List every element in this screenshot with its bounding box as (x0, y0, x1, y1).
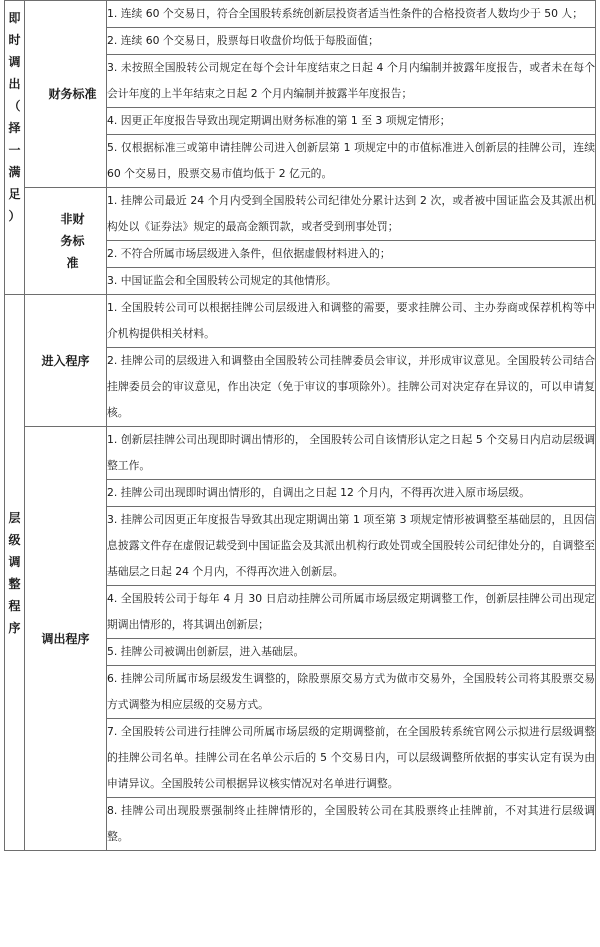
rules-table (4, 0, 596, 851)
immediate-exit-label: 即 时 调 出 （ 择 一 满 足 ） (5, 1, 25, 295)
list-item: 4. 全国股转公司于每年 4 月 30 日启动挂牌公司所属市场层级定期调整工作，创新层挂牌公司出现定期调出情形的，将其调出创新层； (107, 586, 596, 639)
list-item: 3. 挂牌公司因更正年度报告导致其出现定期调出第 1 项至第 3 项规定情形被调整至基础层的，且因信息披露文件存在虚假记载受到中国证监会及其派出机构行政处罚或全国股转公司纪律处分的，自调整至基础层之日起 24 个月内，不得再次进入创新层。 (107, 507, 596, 586)
financial-standard-label: 财务标准 (25, 1, 107, 188)
list-item: 4. 因更正年度报告导致出现定期调出财务标准的第 1 至 3 项规定情形； (107, 108, 596, 135)
non-financial-standard-label: 非财 务标 准 (25, 188, 107, 295)
list-item: 1. 连续 60 个交易日，符合全国股转系统创新层投资者适当性条件的合格投资者人数均少于 50 人； (107, 1, 596, 28)
list-item: 2. 挂牌公司的层级进入和调整由全国股转公司挂牌委员会审议，并形成审议意见。全国股转公司结合挂牌委员会的审议意见，作出决定（免于审议的事项除外）。挂牌公司对决定存在异议的，可以申请复核。 (107, 348, 596, 427)
list-item: 1. 全国股转公司可以根据挂牌公司层级进入和调整的需要，要求挂牌公司、主办券商或保荐机构等中介机构提供相关材料。 (107, 295, 596, 348)
exit-procedure-label: 调出程序 (25, 427, 107, 851)
list-item: 6. 挂牌公司所属市场层级发生调整的，除股票原交易方式为做市交易外，全国股转公司将其股票交易方式调整为相应层级的交易方式。 (107, 666, 596, 719)
entry-procedure-label: 进入程序 (25, 295, 107, 427)
table-row (5, 1, 596, 28)
list-item: 2. 挂牌公司出现即时调出情形的，自调出之日起 12 个月内，不得再次进入原市场层级。 (107, 480, 596, 507)
table-row (5, 188, 596, 241)
list-item: 3. 中国证监会和全国股转公司规定的其他情形。 (107, 268, 596, 295)
list-item: 7. 全国股转公司进行挂牌公司所属市场层级的定期调整前，在全国股转系统官网公示拟进行层级调整的挂牌公司名单。挂牌公司在名单公示后的 5 个交易日内，可以层级调整所依据的事实认定有误为由申请异议。全国股转公司根据异议核实情况对名单进行调整。 (107, 719, 596, 798)
list-item: 1. 挂牌公司最近 24 个月内受到全国股转公司纪律处分累计达到 2 次，或者被中国证监会及其派出机构处以《证券法》规定的最高金额罚款，或者受到刑事处罚； (107, 188, 596, 241)
list-item: 2. 连续 60 个交易日，股票每日收盘价均低于每股面值； (107, 28, 596, 55)
list-item: 5. 仅根据标准三或第申请挂牌公司进入创新层第 1 项规定中的市值标准进入创新层的挂牌公司，连续 60 个交易日，股票交易市值均低于 2 亿元的。 (107, 135, 596, 188)
table-row (5, 295, 596, 348)
list-item: 3. 未按照全国股转公司规定在每个会计年度结束之日起 4 个月内编制并披露年度报告，或者未在每个会计年度的上半年结束之日起 2 个月内编制并披露半年度报告； (107, 55, 596, 108)
list-item: 1. 创新层挂牌公司出现即时调出情形的， 全国股转公司自该情形认定之日起 5 个交易日内启动层级调整工作。 (107, 427, 596, 480)
list-item: 2. 不符合所属市场层级进入条件，但依据虚假材料进入的； (107, 241, 596, 268)
adjustment-procedure-label: 层 级 调 整 程 序 (5, 295, 25, 851)
list-item: 8. 挂牌公司出现股票强制终止挂牌情形的，全国股转公司在其股票终止挂牌前，不对其进行层级调整。 (107, 798, 596, 851)
table-row (5, 427, 596, 480)
list-item: 5. 挂牌公司被调出创新层，进入基础层。 (107, 639, 596, 666)
